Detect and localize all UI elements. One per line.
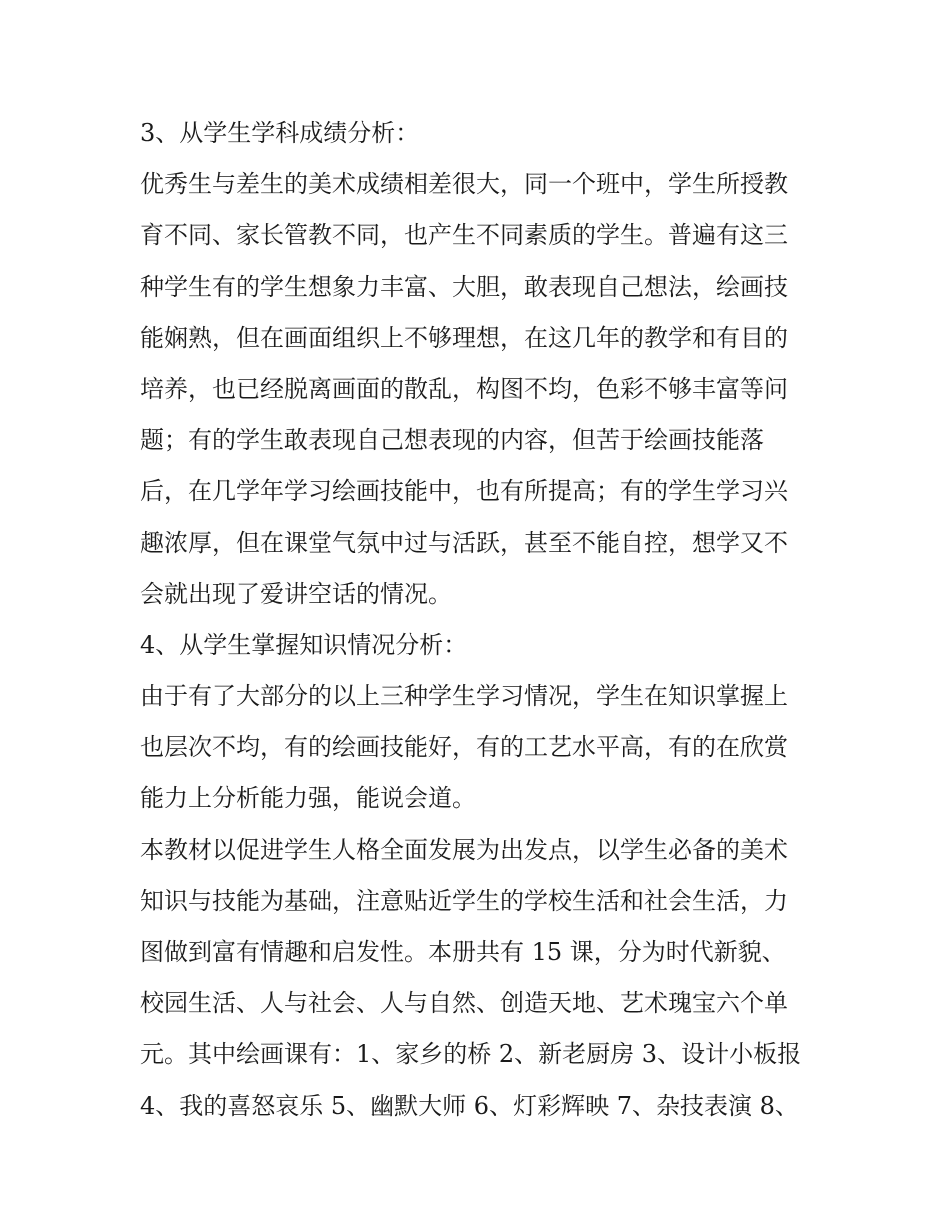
paragraph-line: 能娴熟，但在画面组织上不够理想，在这几年的教学和有目的 [140, 323, 788, 352]
paragraph-line: 校园生活、人与社会、人与自然、创造天地、艺术瑰宝六个单 [140, 989, 788, 1018]
paragraph-line: 育不同、家长管教不同，也产生不同素质的学生。普遍有这三 [140, 221, 788, 250]
paragraph-line: 题；有的学生敢表现自己想表现的内容，但苦于绘画技能落 [140, 426, 764, 455]
paragraph-line: 知识与技能为基础，注意贴近学生的学校生活和社会生活，力 [140, 886, 788, 915]
paragraph-line: 图做到富有情趣和启发性。本册共有 15 课，分为时代新貌、 [140, 938, 786, 966]
heading-section-3: 3、从学生学科成绩分析： [140, 119, 420, 147]
paragraph-line: 由于有了大部分的以上三种学生学习情况，学生在知识掌握上 [140, 682, 788, 711]
document-body [140, 108, 812, 1132]
paragraph-line: 也层次不均，有的绘画技能好，有的工艺水平高，有的在欣赏 [140, 733, 788, 762]
paragraph-line: 培养，也已经脱离画面的散乱，构图不均，色彩不够丰富等问 [140, 374, 788, 403]
paragraph-line: 元。其中绘画课有：1、家乡的桥 2、新老厨房 3、设计小板报 [140, 1040, 802, 1069]
paragraph-line: 后，在几学年学习绘画技能中，也有所提高；有的学生学习兴 [140, 477, 788, 506]
paragraph-line: 种学生有的学生想象力丰富、大胆，敢表现自己想法，绘画技 [140, 272, 788, 301]
paragraph-line: 会就出现了爱讲空话的情况。 [140, 579, 452, 608]
paragraph-line: 4、我的喜怒哀乐 5、幽默大师 6、灯彩辉映 7、杂技表演 8、 [140, 1091, 799, 1120]
heading-section-4: 4、从学生掌握知识情况分析： [140, 630, 468, 659]
paragraph-line: 趣浓厚，但在课堂气氛中过与活跃，甚至不能自控，想学又不 [140, 528, 788, 557]
paragraph-line: 能力上分析能力强，能说会道。 [140, 784, 476, 813]
paragraph-line: 优秀生与差生的美术成绩相差很大，同一个班中，学生所授教 [140, 170, 788, 199]
paragraph-line: 本教材以促进学生人格全面发展为出发点，以学生必备的美术 [140, 835, 788, 864]
